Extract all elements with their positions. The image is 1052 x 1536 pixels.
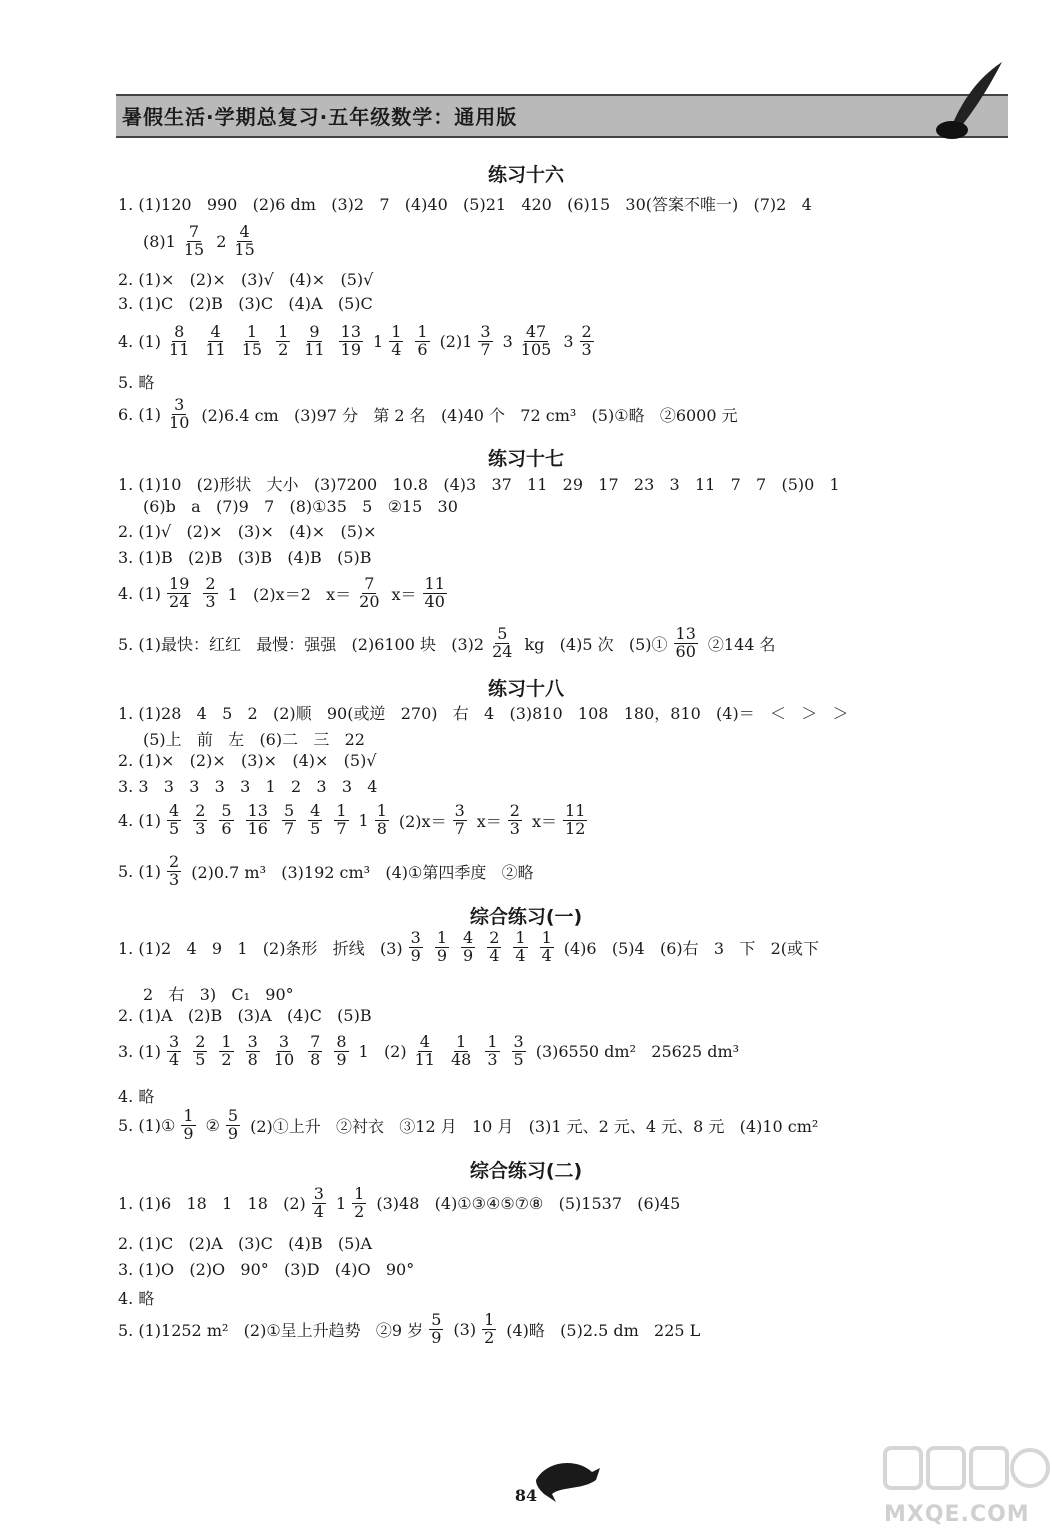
- answer-line: [118, 192, 1022, 215]
- numerator: 4: [169, 801, 180, 820]
- answer-text: (5)上 前 左 (6)二 三 22: [143, 730, 365, 749]
- answer-text: (6)b a (7)9 7 (8)①35 5 ②15 30: [143, 497, 458, 516]
- numerator: 13: [340, 322, 361, 341]
- denominator: 3: [509, 818, 520, 838]
- fraction: [512, 1034, 526, 1069]
- denominator: 40: [424, 591, 445, 611]
- denominator: 9: [227, 1123, 239, 1143]
- answer-line: [118, 1286, 1022, 1309]
- fraction: [203, 576, 217, 611]
- denominator: 9: [436, 945, 447, 965]
- answer-line: [118, 803, 1022, 838]
- denominator: 15: [234, 239, 255, 259]
- answer-text: 1. (1)2 4 9 1 (2)条形 折线 (3): [118, 938, 403, 958]
- denominator: 5: [310, 818, 321, 838]
- fraction: [409, 930, 423, 965]
- fraction: [272, 1034, 296, 1069]
- answer-text: (2)6.4 cm (3)97 分 第 2 名 (4)40 个 72 cm³ (5)①略 ②6000 元: [201, 405, 738, 425]
- numerator: 19: [169, 574, 190, 593]
- denominator: 4: [515, 945, 526, 965]
- fraction: [167, 397, 191, 432]
- answer-line: [118, 397, 1022, 432]
- answer-text: x＝: [531, 811, 558, 831]
- answer-text: 1. (1)120 990 (2)6 dm (3)2 7 (4)40 (5)21 420 (6)15 30(答案不唯一) (7)2 4: [118, 195, 812, 214]
- numerator: 1: [541, 928, 552, 947]
- answer-line: [118, 270, 1022, 289]
- fraction: [357, 576, 381, 611]
- answer-line: [118, 472, 1022, 495]
- answer-text: 4. (1): [118, 810, 162, 830]
- denominator: 10: [273, 1049, 295, 1069]
- answer-line: [118, 854, 1022, 889]
- numerator: 2: [489, 928, 500, 947]
- fraction: [429, 1312, 443, 1347]
- denominator: 3: [487, 1049, 498, 1069]
- denominator: 4: [391, 339, 402, 359]
- numerator: 1: [484, 1310, 495, 1329]
- numerator: 1: [417, 322, 428, 341]
- denominator: 11: [304, 339, 325, 359]
- denominator: 9: [431, 1327, 442, 1347]
- answer-line: [118, 370, 1022, 393]
- answer-text: 1. (1)6 18 1 18 (2): [118, 1193, 306, 1213]
- numerator: 5: [283, 801, 295, 820]
- fraction: [219, 803, 233, 838]
- answer-line: [118, 751, 1022, 770]
- fraction: [435, 930, 449, 965]
- denominator: 15: [241, 339, 263, 359]
- denominator: 9: [183, 1123, 194, 1143]
- header-title: 暑假生活·学期总复习·五年级数学：通用版: [122, 105, 518, 129]
- answer-text: 3: [502, 331, 513, 351]
- fraction: [167, 854, 181, 889]
- fraction: [193, 803, 207, 838]
- numerator: 3: [410, 928, 421, 947]
- denominator: 16: [247, 818, 268, 838]
- answer-text: ②144 名: [707, 634, 776, 654]
- answer-text: (3): [453, 1319, 477, 1339]
- answer-text: 1 (2): [358, 1041, 407, 1061]
- answer-text: 2. (1)A (2)B (3)A (4)C (5)B: [118, 1006, 372, 1025]
- denominator: 2: [278, 339, 289, 359]
- fraction: [519, 324, 554, 359]
- quill-ink-icon: [930, 60, 1005, 140]
- denominator: 4: [489, 945, 500, 965]
- answer-text: (4)略 (5)2.5 dm 225 L: [506, 1320, 701, 1340]
- denominator: 7: [283, 818, 295, 838]
- fraction: [389, 324, 403, 359]
- fraction: [193, 1034, 207, 1069]
- numerator: 5: [221, 801, 232, 820]
- numerator: 1: [354, 1184, 365, 1203]
- answer-text: 5. (1)①: [118, 1115, 176, 1135]
- numerator: 1: [456, 1032, 467, 1051]
- answer-text: 2. (1)× (2)× (3)× (4)× (5)√: [118, 751, 377, 770]
- denominator: 2: [484, 1327, 495, 1347]
- numerator: 3: [480, 322, 491, 341]
- denominator: 9: [463, 945, 474, 965]
- answer-text: 2. (1)√ (2)× (3)× (4)× (5)×: [118, 522, 377, 541]
- answer-line: [118, 1108, 1022, 1143]
- answer-text: 3: [563, 331, 574, 351]
- numerator: 11: [424, 574, 445, 593]
- answer-text: 3. (1): [118, 1041, 162, 1061]
- numerator: 2: [581, 322, 592, 341]
- numerator: 3: [513, 1032, 524, 1051]
- numerator: 1: [391, 322, 402, 341]
- fraction: [449, 1034, 473, 1069]
- denominator: 8: [247, 1049, 258, 1069]
- denominator: 9: [336, 1049, 347, 1069]
- fraction: [276, 324, 290, 359]
- answer-line: [118, 1034, 1022, 1069]
- answer-line: [143, 982, 1022, 1005]
- fraction: [482, 1312, 496, 1347]
- answer-line: [118, 1260, 1022, 1279]
- answer-line: [118, 701, 1022, 724]
- fraction: [167, 803, 181, 838]
- fraction: [232, 224, 256, 259]
- fraction: [453, 803, 467, 838]
- denominator: 5: [195, 1049, 206, 1069]
- denominator: 105: [520, 339, 552, 359]
- denominator: 20: [359, 591, 380, 611]
- numerator: 11: [565, 801, 586, 820]
- answer-text: x＝: [476, 811, 502, 831]
- answer-text: 3. (1)C (2)B (3)C (4)A (5)C: [118, 294, 373, 313]
- fraction: [308, 1034, 322, 1069]
- numerator: 2: [205, 574, 216, 593]
- numerator: 1: [515, 928, 526, 947]
- fraction: [203, 324, 227, 359]
- answer-line: [118, 930, 1022, 965]
- numerator: 13: [247, 801, 268, 820]
- numerator: 5: [431, 1310, 442, 1329]
- answer-text: (2)1: [439, 331, 473, 351]
- answer-text: 3. 3 3 3 3 3 1 2 3 3 4: [118, 777, 378, 796]
- answer-text: 3. (1)B (2)B (3)B (4)B (5)B: [118, 548, 372, 567]
- answer-text: (2)①上升 ②衬衣 ③12 月 10 月 (3)1 元、2 元、4 元、8 元 (4)10 cm²: [250, 1116, 819, 1136]
- denominator: 9: [410, 945, 421, 965]
- denominator: 11: [169, 339, 190, 359]
- numerator: 3: [174, 395, 185, 414]
- numerator: 7: [364, 574, 375, 593]
- fraction: [674, 626, 698, 661]
- fraction: [508, 803, 522, 838]
- section-heading-18: 练习十八: [487, 678, 564, 700]
- denominator: 10: [169, 412, 190, 432]
- answer-line: [118, 1186, 1022, 1221]
- section-heading-16: 练习十六: [487, 164, 564, 186]
- denominator: 3: [169, 869, 180, 889]
- fraction: [490, 626, 514, 661]
- denominator: 48: [450, 1049, 472, 1069]
- fraction: [513, 930, 527, 965]
- answer-text: 2. (1)C (2)A (3)C (4)B (5)A: [118, 1234, 373, 1253]
- denominator: 24: [492, 641, 513, 661]
- fraction: [580, 324, 594, 359]
- section-heading-17: 练习十七: [487, 448, 564, 470]
- answer-line: [118, 1006, 1022, 1025]
- answer-text: 2 右 3) C₁ 90°: [143, 985, 294, 1004]
- denominator: 3: [581, 339, 592, 359]
- answer-text: 5. (1): [118, 861, 162, 881]
- fraction: [415, 324, 429, 359]
- fraction: [240, 324, 264, 359]
- numerator: 7: [310, 1032, 321, 1051]
- fraction: [282, 803, 296, 838]
- denominator: 4: [313, 1201, 324, 1221]
- denominator: 5: [513, 1049, 524, 1069]
- answer-line: [118, 1312, 1022, 1347]
- fraction: [339, 324, 363, 359]
- answer-text: 2: [216, 231, 227, 251]
- numerator: 4: [210, 322, 221, 341]
- answer-text: (2)0.7 m³ (3)192 cm³ (4)①第四季度 ②略: [191, 862, 534, 882]
- numerator: 1: [221, 1032, 232, 1051]
- fraction: [226, 1108, 240, 1143]
- answer-text: 1. (1)10 (2)形状 大小 (3)7200 10.8 (4)3 37 11 29 17 23 3 11 7 7 (5)0 1: [118, 475, 840, 494]
- denominator: 8: [376, 818, 387, 838]
- answer-text: 3. (1)O (2)O 90° (3)D (4)O 90°: [118, 1260, 415, 1279]
- numerator: 3: [278, 1032, 290, 1051]
- numerator: 4: [419, 1032, 430, 1051]
- answer-line: [118, 777, 1022, 796]
- numerator: 2: [195, 801, 206, 820]
- fraction: [181, 1108, 195, 1143]
- answer-text: ②: [205, 1115, 220, 1135]
- answer-line: [118, 324, 1022, 359]
- numerator: 5: [227, 1106, 239, 1125]
- answer-text: 1. (1)28 4 5 2 (2)顺 90(或逆 270) 右 4 (3)810 108 180，810 (4)＝ ＜ ＞ ＞: [118, 704, 849, 723]
- fraction: [487, 930, 501, 965]
- fraction: [563, 803, 587, 838]
- answer-text: x＝: [391, 584, 417, 604]
- denominator: 4: [541, 945, 552, 965]
- fraction: [485, 1034, 499, 1069]
- dolphin-logo-icon: [532, 1450, 602, 1505]
- answer-text: (3)6550 dm² 25625 dm³: [535, 1041, 740, 1061]
- answer-text: 5. (1)最快：红红 最慢：强强 (2)6100 块 (3)2: [118, 634, 485, 654]
- page-header-bar: [116, 94, 1008, 138]
- numerator: 47: [525, 322, 547, 341]
- denominator: 7: [480, 339, 491, 359]
- numerator: 1: [487, 1032, 498, 1051]
- answer-line: [143, 727, 1022, 750]
- fraction: [246, 1034, 260, 1069]
- denominator: 7: [454, 818, 465, 838]
- answer-text: 4. (1): [118, 583, 162, 603]
- denominator: 6: [221, 818, 232, 838]
- denominator: 11: [414, 1049, 435, 1069]
- numerator: 1: [183, 1106, 194, 1125]
- section-heading-comprehensive-2: 综合练习(二): [469, 1160, 583, 1182]
- fraction: [461, 930, 475, 965]
- numerator: 4: [310, 801, 321, 820]
- denominator: 3: [205, 591, 216, 611]
- numerator: 8: [174, 322, 185, 341]
- denominator: 60: [675, 641, 696, 661]
- numerator: 1: [436, 928, 447, 947]
- denominator: 4: [169, 1049, 180, 1069]
- answer-text: 5. 略: [118, 373, 155, 392]
- numerator: 2: [169, 852, 180, 871]
- numerator: 13: [675, 624, 696, 643]
- numerator: 1: [376, 801, 387, 820]
- answer-text: (3)48 (4)①③④⑤⑦⑧ (5)1537 (6)45: [376, 1193, 681, 1213]
- numerator: 9: [309, 322, 320, 341]
- fraction: [423, 576, 447, 611]
- numerator: 3: [454, 801, 465, 820]
- answer-text: kg (4)5 次 (5)①: [524, 634, 668, 654]
- numerator: 5: [497, 624, 508, 643]
- numerator: 3: [169, 1032, 180, 1051]
- answer-text: (2)x＝: [398, 811, 447, 831]
- fraction: [352, 1186, 366, 1221]
- answer-text: 2. (1)× (2)× (3)√ (4)× (5)√: [118, 270, 374, 289]
- numerator: 1: [246, 322, 257, 341]
- fraction: [182, 224, 206, 259]
- fraction: [540, 930, 554, 965]
- fraction: [246, 803, 270, 838]
- answer-text: 1: [373, 331, 384, 351]
- answer-line: [143, 224, 1022, 259]
- answer-text: 5. (1)1252 m² (2)①呈上升趋势 ②9 岁: [118, 1320, 424, 1340]
- fraction: [334, 1034, 348, 1069]
- answer-text: 1 (2)x＝2 x＝: [227, 584, 352, 604]
- answer-line: [118, 1234, 1022, 1253]
- denominator: 7: [336, 818, 347, 838]
- fraction: [219, 1034, 233, 1069]
- denominator: 3: [195, 818, 206, 838]
- answer-text: 1: [335, 1193, 347, 1213]
- numerator: 7: [188, 222, 200, 241]
- answer-line: [118, 294, 1022, 313]
- numerator: 2: [195, 1032, 206, 1051]
- numerator: 8: [336, 1032, 347, 1051]
- fraction: [312, 1186, 326, 1221]
- answer-line: [118, 1084, 1022, 1107]
- answer-text: 4. (1): [118, 331, 162, 351]
- fraction: [167, 576, 191, 611]
- section-heading-comprehensive-1: 综合练习(一): [469, 906, 583, 928]
- answer-text: 4. 略: [118, 1289, 155, 1308]
- numerator: 2: [509, 801, 520, 820]
- answer-line: [143, 497, 1022, 516]
- denominator: 24: [169, 591, 190, 611]
- denominator: 15: [183, 239, 205, 259]
- numerator: 1: [336, 801, 347, 820]
- fraction: [167, 1034, 181, 1069]
- answer-text: (4)6 (5)4 (6)右 3 下 2(或下: [563, 938, 819, 958]
- fraction: [308, 803, 322, 838]
- numerator: 4: [239, 222, 250, 241]
- numerator: 4: [463, 928, 474, 947]
- fraction: [413, 1034, 437, 1069]
- page-number: 84: [514, 1486, 538, 1505]
- answer-line: [118, 522, 1022, 541]
- numerator: 3: [313, 1184, 324, 1203]
- denominator: 11: [205, 339, 226, 359]
- denominator: 6: [417, 339, 428, 359]
- numerator: 1: [278, 322, 289, 341]
- answer-text: 1: [358, 810, 369, 830]
- answer-line: [118, 576, 1022, 611]
- answer-line: [118, 626, 1022, 661]
- answer-text: (8)1: [143, 231, 176, 251]
- answer-line: [118, 548, 1022, 567]
- fraction: [334, 803, 348, 838]
- denominator: 2: [354, 1201, 365, 1221]
- fraction: [167, 324, 191, 359]
- denominator: 2: [221, 1049, 232, 1069]
- denominator: 19: [340, 339, 361, 359]
- fraction: [375, 803, 389, 838]
- denominator: 8: [310, 1049, 321, 1069]
- answer-text: 4. 略: [118, 1087, 155, 1106]
- watermark-text: MXQE.COM: [884, 1502, 1030, 1527]
- answer-text: 6. (1): [118, 404, 162, 424]
- numerator: 3: [247, 1032, 258, 1051]
- fraction: [302, 324, 326, 359]
- denominator: 5: [169, 818, 180, 838]
- denominator: 12: [565, 818, 586, 838]
- fraction: [478, 324, 492, 359]
